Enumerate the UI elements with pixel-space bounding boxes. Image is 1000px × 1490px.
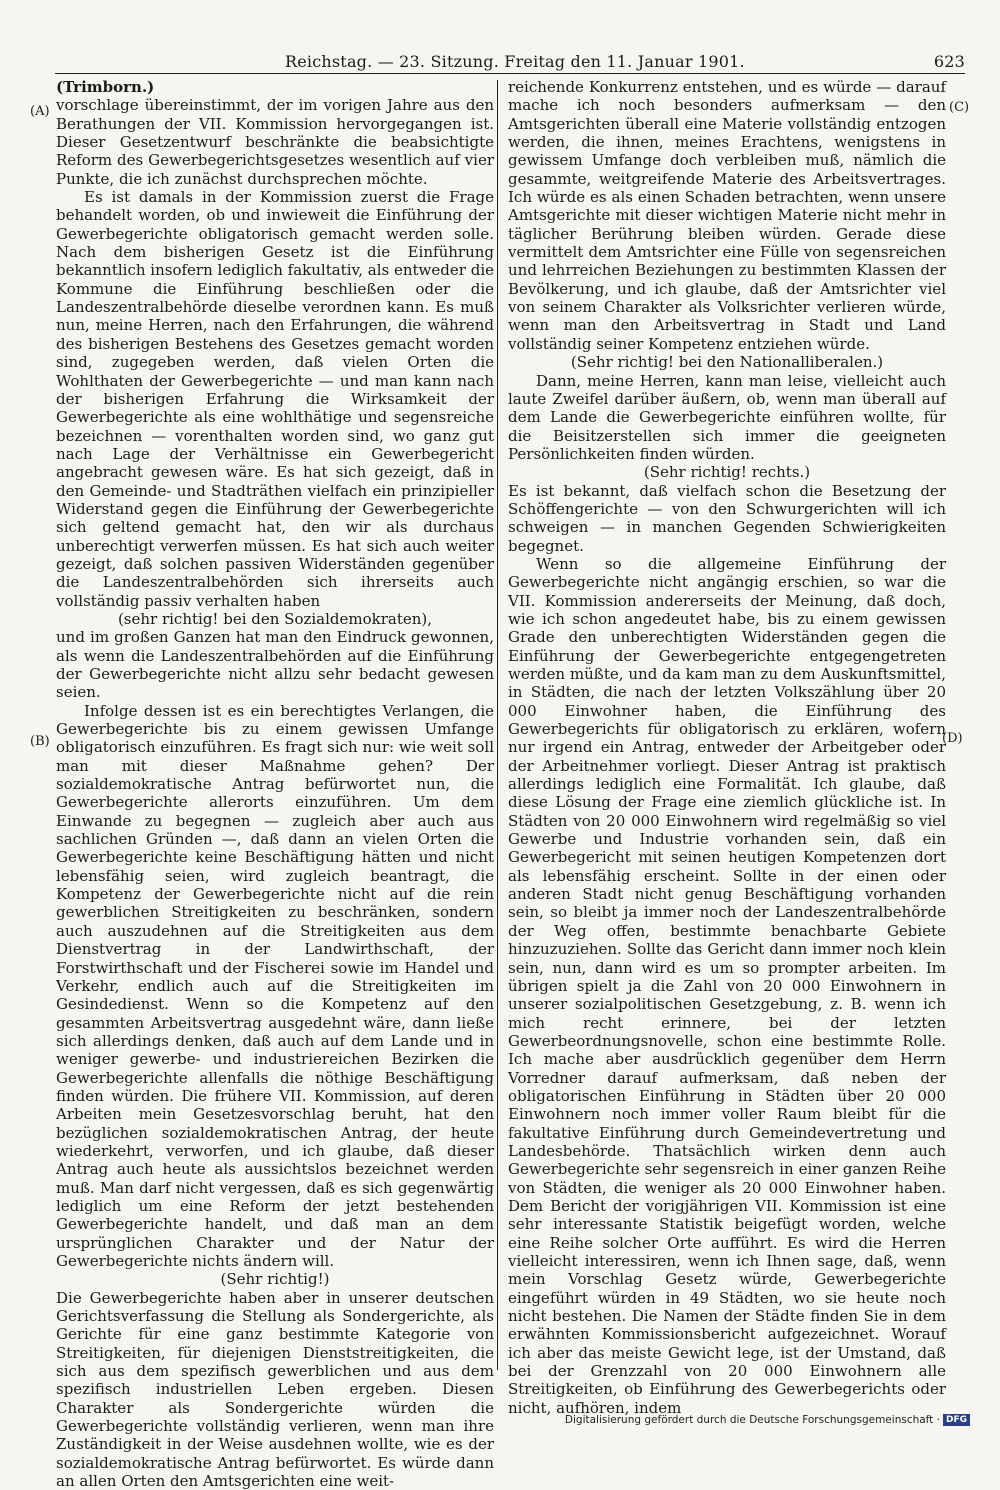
interjection: (Sehr richtig! bei den Nationalliberalen.) xyxy=(570,353,884,372)
paragraph: Die Gewerbegerichte haben aber in unserer deutschen Gerichtsverfassung die Stellung als Sondergerichte, als Gerichte für eine ganz bestimmte Kategorie von Streitigkeiten, für diejenigen Dienststreitigkeiten, die sich aus dem spezifisch gewerblichen und aus dem spezifisch industriellen Leben ergeben. Diesen Charakter als Sondergerichte würden die Gewerbegerichte vollständig verlieren, wenn man ihre Zuständigkeit in der Weise ausdehnen wollte, wie es der sozialdemokratische Antrag befürwortet. Es würde dann an allen Orten den Amtsgerichten eine weit- xyxy=(56,1288,494,1490)
interjection: (Sehr richtig!) xyxy=(220,1270,330,1289)
paragraph: Wenn so die allgemeine Einführung der Gewerbegerichte nicht angängig erschien, so war die VII. Kommission andererseits der Meinung, daß doch, wie ich schon angedeutet habe, bis zu einem gewissen Grade den unberechtigten Widerständen gegen die Einführung der Gewerbegerichte entgegengetreten werden müßte, und da kam man zu dem Auskunftsmittel, in Städten, die nach der letzten Volkszählung über 20 000 Einwohner haben, die Einführung des Gewerbegerichts für obligatorisch zu erklären, wofern nur irgend ein Antrag, entweder der Arbeitgeber oder der Arbeitnehmer vorliegt. Dieser Antrag ist praktisch allerdings lediglich eine Formalität. Ich glaube, daß diese Lösung der Frage eine ziemlich glückliche ist. In Städten von 20 000 Einwohnern wird regelmäßig so viel Gewerbe und Industrie vorhanden sein, daß ein Gewerbegericht mit seinen heutigen Kompetenzen dort als lebensfähig erscheint. Sollte in der einen oder anderen Stadt nicht genug Beschäftigung vorhanden sein, so bleibt ja immer noch der Landeszentralbehörde der Weg offen, bestimmte benachbarte Gebiete hinzuzuziehen. Sollte das Gericht dann immer noch klein sein, nun, dann wird es um so prompter arbeiten. Im übrigen spielt ja die Zahl von 20 000 Einwohnern in unserer sozialpolitischen Gesetzgebung, z. B. wenn ich mich recht erinnere, bei der letzten Gewerbeordnungsnovelle, schon eine bestimmte Rolle. Ich mache aber ausdrücklich gegenüber dem Herrn Vorredner darauf aufmerksam, daß neben der obligatorischen Einführung in Städten über 20 000 Einwohnern noch immer voller Raum bleibt für die fakultative Einführung durch Gemeindevertretung und Landesbehörde. Thatsächlich wirken denn auch Gewerbegerichte sehr segensreich in einer ganzen Reihe von Städten, die weniger als 20 000 Einwohner haben. Dem Bericht der vorigjährigen VII. Kommission ist eine sehr interessante Statistik beigefügt worden, welche eine Reihe solcher Orte aufführt. Es wird die Herren vielleicht interessiren, wenn ich Ihnen sage, daß, wenn mein Vorschlag Gesetz würde, Gewerbegerichte eingeführt würden in 49 Städten, wo sie heute noch nicht bestehen. Die Namen der Städte finden Sie in dem erwähnten Kommissionsbericht aufgezeichnet. Worauf ich aber das meiste Gewicht lege, ist der Umstand, daß bei der Grenzzahl von 20 000 Einwohnern alle Streitigkeiten, ob Einführung des Gewerbegerichts oder nicht, aufhören, indem xyxy=(508,554,946,1417)
footer-credit xyxy=(565,1414,970,1426)
margin-marker-c: (C) xyxy=(949,100,970,115)
right-column xyxy=(508,78,946,1417)
paragraph: und im großen Ganzen hat man den Eindruck gewonnen, als wenn die Landeszentralbehörden auf die Einführung der Gewerbegerichte nicht allzu sehr bedacht gewesen seien. xyxy=(56,628,494,702)
running-title: Reichstag. — 23. Sitzung. Freitag den 11. Januar 1901. xyxy=(285,52,745,71)
paragraph: Es ist bekannt, daß vielfach schon die Besetzung der Schöffengerichte — von den Schwurgerichten will ich schweigen — in manchen Gegenden Schwierigkeiten begegnet. xyxy=(508,481,946,555)
header-rule xyxy=(55,73,965,74)
column-divider xyxy=(497,80,498,1370)
footer-text: Digitalisierung gefördert durch die Deutsche Forschungsgemeinschaft · xyxy=(564,1414,940,1426)
page-header xyxy=(55,52,965,74)
margin-marker-a: (A) xyxy=(30,104,50,119)
paragraph: Infolge dessen ist es ein berechtigtes Verlangen, die Gewerbegerichte bis zu einem gewissen Umfange obligatorisch einzuführen. Es fragt sich nur: wie weit soll man mit dieser Maßnahme gehen? Der sozialdemokratische Antrag befürwortet nun, die Gewerbegerichte allerorts einzuführen. Um dem Einwande zu begegnen — zugleich aber auch aus sachlichen Gründen —, daß dann an vielen Orten die Gewerbegerichte keine Beschäftigung hätten und nicht lebensfähig seien, wird zugleich beantragt, die Kompetenz der Gewerbegerichte nicht auf die rein gewerblichen Streitigkeiten zu beschränken, sondern auch auszudehnen auf die Streitigkeiten aus dem Dienstvertrag in der Landwirthschaft, der Forstwirthschaft und der Fischerei sowie im Handel und Verkehr, endlich auch auf die Streitigkeiten im Gesindedienst. Wenn so die Kompetenz auf den gesammten Arbeitsvertrag ausgedehnt wäre, dann ließe sich allerdings denken, daß auch auf dem Lande und in weniger gewerbe- und industriereichen Bezirken die Gewerbegerichte allenfalls die nöthige Beschäftigung finden würden. Die frühere VII. Kommission, auf deren Arbeiten mein Gesetzesvorschlag beruht, hat den bezüglichen sozialdemokratischen Antrag, der heute wiederkehrt, verworfen, und ich glaube, daß dieser Antrag auch heute als aussichtslos bezeichnet werden muß. Man darf nicht vergessen, daß es sich gegenwärtig lediglich um eine Reform der jetzt bestehenden Gewerbegerichte handelt, und daß man an dem ursprünglichen Charakter und der Natur der Gewerbegerichte nichts ändern will. xyxy=(56,701,494,1270)
paragraph: Es ist damals in der Kommission zuerst die Frage behandelt worden, ob und inwieweit die Einführung der Gewerbegerichte obligatorisch gemacht werden solle. Nach dem bisherigen Gesetz ist die Einführung bekanntlich insofern lediglich fakultativ, als entweder die Kommune die Einführung beschließen oder die Landeszentralbehörde dieselbe verordnen kann. Es muß nun, meine Herren, nach den Erfahrungen, die während des bisherigen Bestehens des Gesetzes gemacht worden sind, zugegeben werden, daß vielen Orten die Wohlthaten der Gewerbegerichte — und man kann nach der bisherigen Erfahrung die Wirksamkeit der Gewerbegerichte als eine wohlthätige und segensreiche bezeichnen — vorenthalten worden sind, wo ganz gut nach Lage der Verhältnisse ein Gewerbegericht angebracht gewesen wäre. Es hat sich gezeigt, daß in den Gemeinde- und Stadträthen vielfach ein prinzipieller Widerstand gegen die Einführung der Gewerbegerichte sich geltend gemacht hat, den wir als durchaus unberechtigt verwerfen müssen. Es hat sich auch weiter gezeigt, daß solchen passiven Widerständen gegenüber die Landeszentralbehörden sich ihrerseits auch vollständig passiv verhalten haben xyxy=(56,188,494,610)
paragraph: Dann, meine Herren, kann man leise, vielleicht auch laute Zweifel darüber äußern, ob, wenn man überall auf dem Lande die Gewerbegerichte einführen wollte, für die Beisitzerstellen sich immer die geeigneten Persönlichkeiten finden würden. xyxy=(508,371,946,463)
speaker-label: (Trimborn.) xyxy=(56,78,155,96)
interjection: (sehr richtig! bei den Sozialdemokraten), xyxy=(117,609,433,628)
page-number: 623 xyxy=(933,52,965,71)
interjection: (Sehr richtig! rechts.) xyxy=(643,463,811,482)
left-column xyxy=(56,78,494,1490)
margin-marker-b: (B) xyxy=(30,734,50,749)
paragraph: reichende Konkurrenz entstehen, und es würde — darauf mache ich noch besonders aufmerksam — den Amtsgerichten überall eine Materie vollständig entzogen werden, die ihnen, meines Erachtens, wenigstens in gewissem Umfange doch verbleiben muß, nämlich die gesammte, weitgreifende Materie des Arbeitsvertrages. Ich würde es als einen Schaden betrachten, wenn unsere Amtsgerichte mit dieser wichtigen Materie nicht mehr in täglicher Berührung bleiben würden. Gerade diese vermittelt dem Amtsrichter eine Fülle von segensreichen und lehrreichen Beziehungen zu bestimmten Klassen der Bevölkerung, und ich glaube, daß der Amtsrichter viel von seinem Charakter als Volksrichter verlieren würde, wenn man den Arbeitsvertrag in Stadt und Land vollständig seiner Kompetenz entziehen würde. xyxy=(508,78,946,353)
dfg-logo: DFG xyxy=(943,1414,970,1426)
paragraph: vorschlage übereinstimmt, der im vorigen Jahre aus den Berathungen der VII. Kommission hervorgegangen ist. Dieser Gesetzentwurf beschränkte die beabsichtigte Reform des Gewerbegerichtsgesetzes wesentlich auf vier Punkte, die ich zunächst durchsprechen möchte. xyxy=(56,96,494,188)
margin-marker-d: (D) xyxy=(942,731,963,746)
